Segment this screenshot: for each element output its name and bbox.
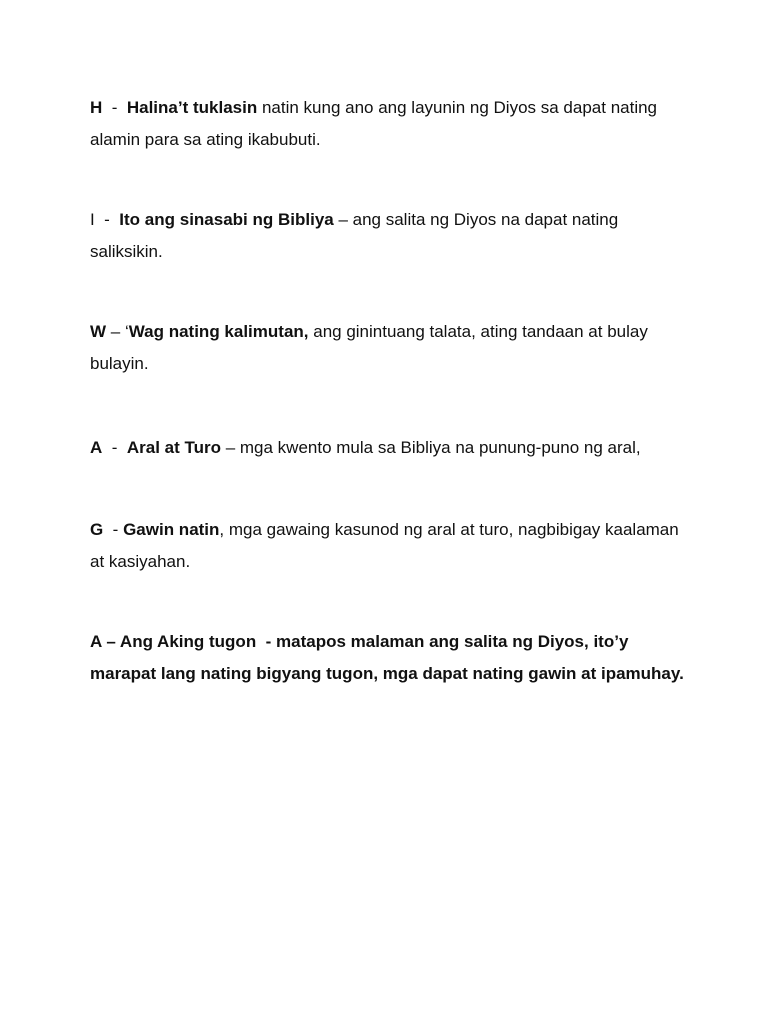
acrostic-entry-a (90, 432, 690, 464)
entry-bold-phrase: Halina’t tuklasin (126, 98, 258, 117)
acrostic-entry-w (90, 316, 690, 380)
acrostic-entry-h (90, 92, 690, 156)
entry-text: natin kung ano ang layunin ng Diyos sa dapat nating alamin para sa ating ikabubuti. (90, 98, 658, 149)
entry-separator: - (102, 98, 127, 117)
entry-letter: H (90, 98, 103, 117)
entry-separator: - (94, 210, 120, 229)
entry-bold-phrase: Aral at Turo (126, 438, 221, 457)
entry-letter: G (90, 520, 104, 539)
entry-text: – ang salita ng Diyos na dapat nating saliksikin. (90, 210, 619, 261)
entry-text: ang ginintuang talata, ating tandaan at bulay bulayin. (90, 322, 648, 373)
entry-text: – mga kwento mula sa Bibliya na punung-puno ng aral, (220, 438, 641, 457)
acrostic-entry-a-response (90, 626, 690, 690)
acrostic-entry-g (90, 514, 690, 578)
entry-bold-phrase: Gawin natin (123, 520, 220, 539)
entry-letter: I (90, 210, 95, 229)
entry-bold-phrase: Ito ang sinasabi ng Bibliya (119, 210, 334, 229)
entry-text: , mga gawaing kasunod ng aral at turo, nagbibigay kaalaman at kasiyahan. (90, 520, 679, 571)
entry-separator: – ‘ (106, 322, 129, 341)
entry-text: A – Ang Aking tugon - matapos malaman ang salita ng Diyos, ito’y marapat lang nating bigyang tugon, mga dapat nating gawin at ipamuhay. (90, 632, 684, 683)
entry-letter: W (90, 322, 107, 341)
entry-letter: A (90, 438, 103, 457)
entry-separator: - (102, 438, 127, 457)
entry-bold-phrase: Wag nating kalimutan, (128, 322, 309, 341)
acrostic-entry-i (90, 204, 690, 268)
entry-separator: - (103, 520, 124, 539)
